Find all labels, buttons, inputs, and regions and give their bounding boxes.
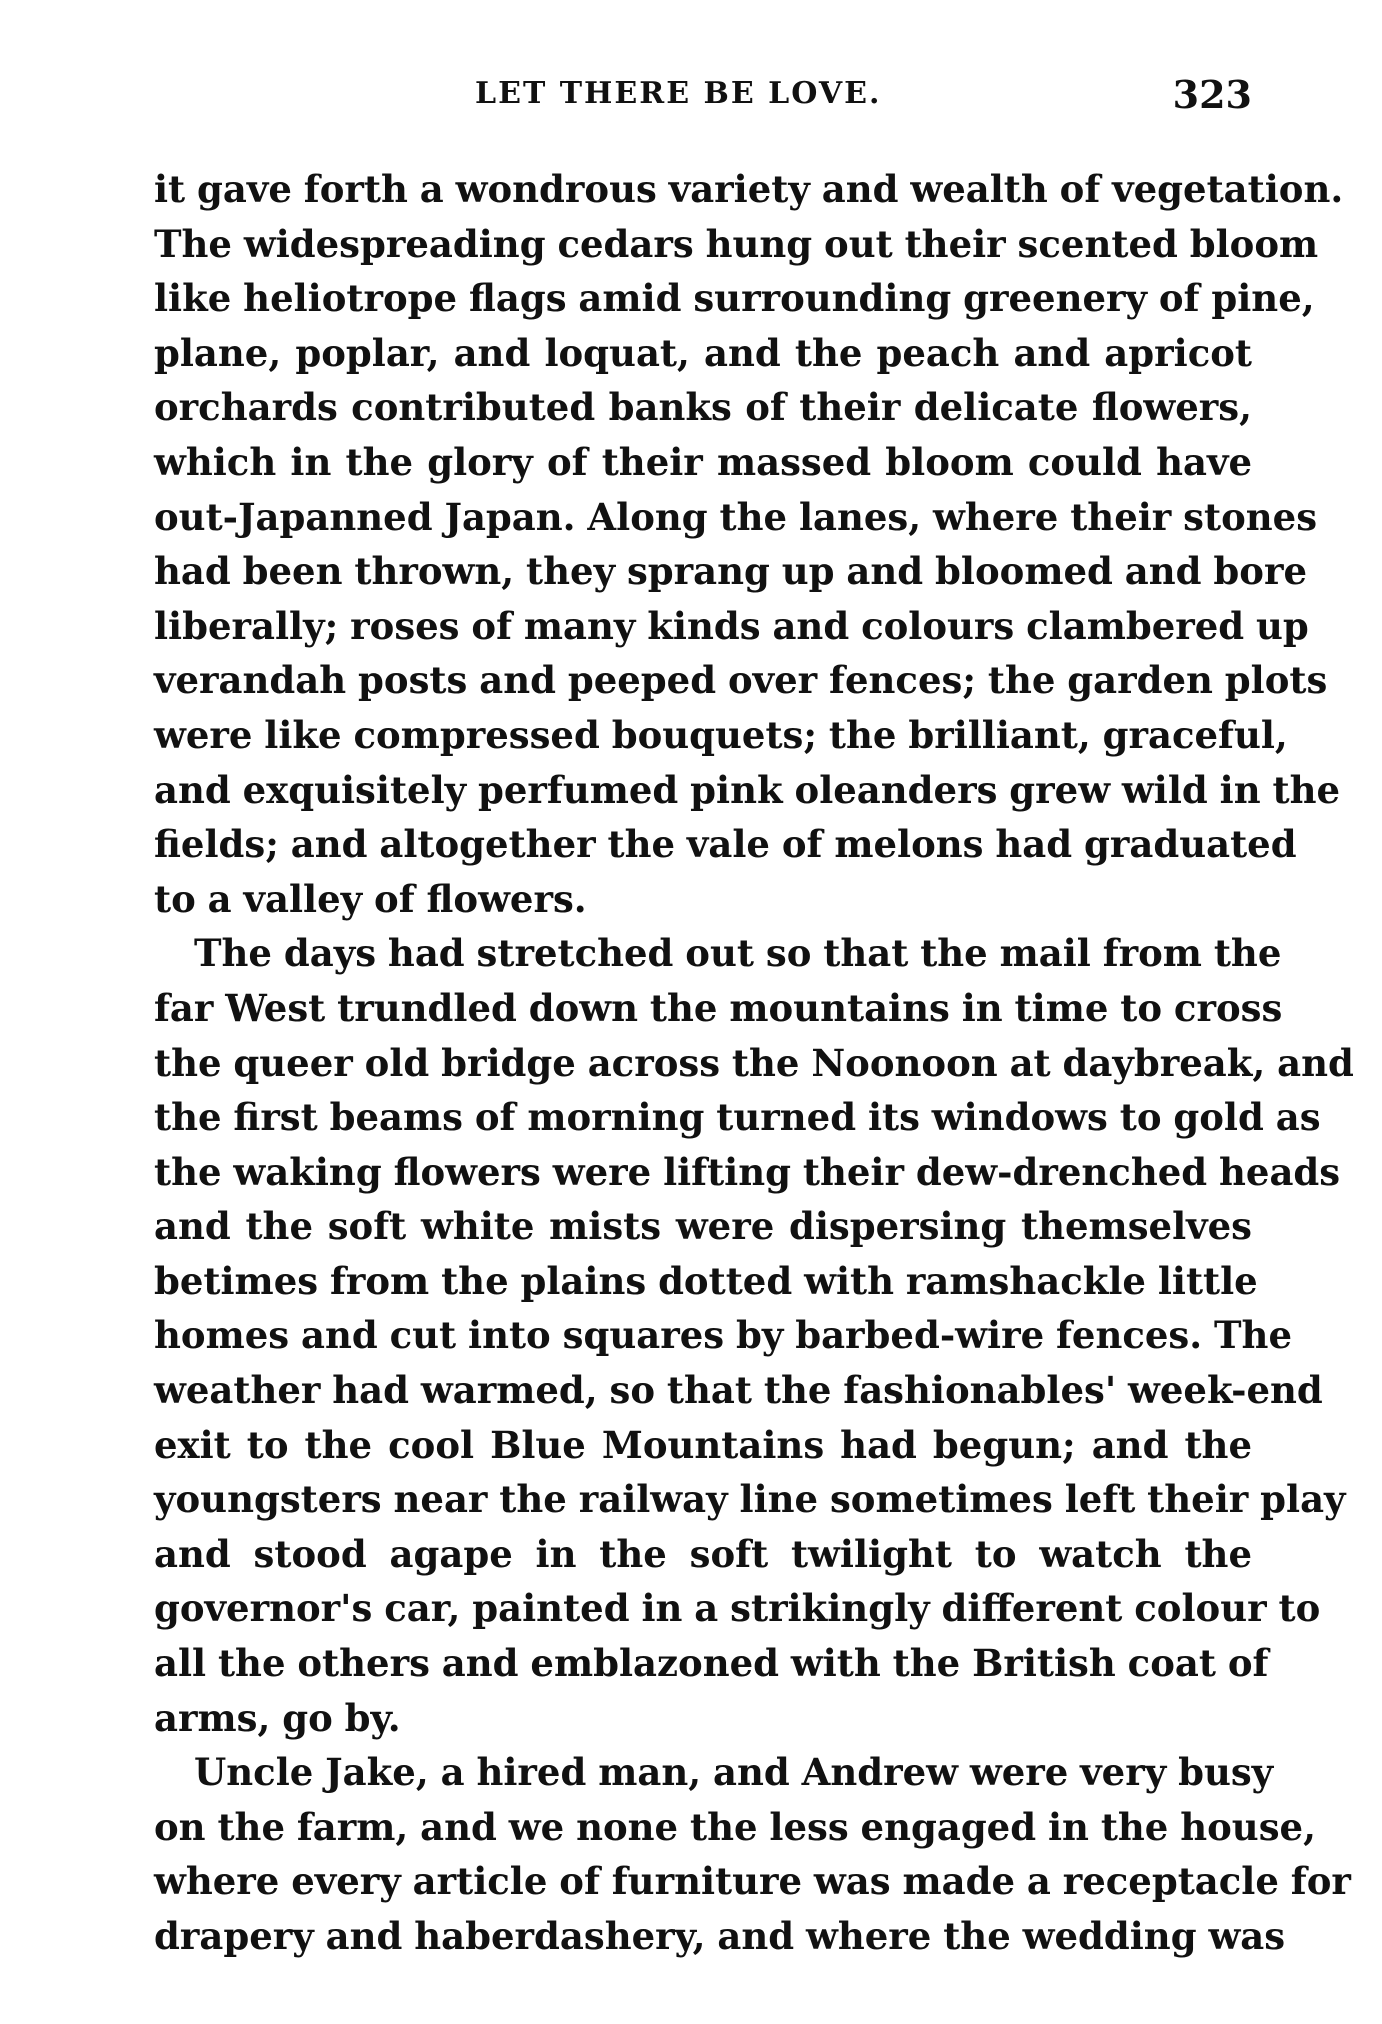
text-line: The widespreading cedars hung out their scented bloom — [154, 221, 1319, 266]
text-line: which in the glory of their massed bloom could have — [154, 439, 1252, 484]
text-line: out-Japanned Japan. Along the lanes, where their stones — [154, 494, 1318, 539]
text-line: like heliotrope flags amid surrounding greenery of pine, — [154, 276, 1315, 321]
text-line: had been thrown, they sprang up and bloomed and bore — [154, 549, 1307, 594]
text-line: to a valley of flowers. — [154, 876, 587, 921]
text-line: and exquisitely perfumed pink oleanders grew wild in the — [154, 767, 1341, 812]
text-line: Uncle Jake, a hired man, and Andrew were very busy — [194, 1750, 1274, 1795]
text-line: the queer old bridge across the Noonoon at daybreak, and — [154, 1040, 1354, 1085]
text-line: the waking flowers were lifting their dew-drenched heads — [154, 1149, 1341, 1194]
text-line: homes and cut into squares by barbed-wire fences. The — [154, 1313, 1292, 1358]
text-line: liberally; roses of many kinds and colours clambered up — [154, 603, 1309, 648]
text-line: fields; and altogether the vale of melons had graduated — [154, 822, 1297, 867]
text-line: and stood agape in the soft twilight to watch the — [154, 1531, 1252, 1576]
text-line: The days had stretched out so that the mail from the — [194, 931, 1282, 976]
text-line: all the others and emblazoned with the British coat of — [154, 1641, 1269, 1686]
text-line: and the soft white mists were dispersing themselves — [154, 1204, 1252, 1249]
text-line: governor's car, painted in a strikingly different colour to — [154, 1586, 1321, 1631]
text-line: verandah posts and peeped over fences; the garden plots — [154, 658, 1328, 703]
text-line: drapery and haberdashery, and where the wedding was — [154, 1914, 1286, 1958]
running-title: LET THERE BE LOVE. — [475, 76, 882, 111]
text-line: exit to the cool Blue Mountains had begun; and the — [154, 1422, 1252, 1467]
text-line: were like compressed bouquets; the brilliant, graceful, — [154, 712, 1288, 757]
page-number: 323 — [1172, 72, 1252, 117]
text-line: far West trundled down the mountains in time to cross — [154, 985, 1283, 1030]
text-line: the first beams of morning turned its windows to gold as — [154, 1095, 1321, 1140]
text-line: where every article of furniture was made a receptacle for — [154, 1859, 1351, 1904]
page-header — [155, 72, 1252, 122]
text-line: plane, poplar, and loquat, and the peach and apricot — [154, 330, 1252, 375]
text-line: betimes from the plains dotted with ramshackle little — [154, 1258, 1258, 1303]
text-line: on the farm, and we none the less engaged in the house, — [154, 1804, 1316, 1849]
body-text — [154, 162, 1354, 1964]
text-line: orchards contributed banks of their delicate flowers, — [154, 385, 1252, 430]
text-line: it gave forth a wondrous variety and wealth of vegetation. — [154, 167, 1344, 211]
text-line: arms, go by. — [154, 1695, 401, 1740]
text-line: youngsters near the railway line sometimes left their play — [154, 1477, 1346, 1522]
text-line: weather had warmed, so that the fashionables' week-end — [154, 1368, 1323, 1413]
